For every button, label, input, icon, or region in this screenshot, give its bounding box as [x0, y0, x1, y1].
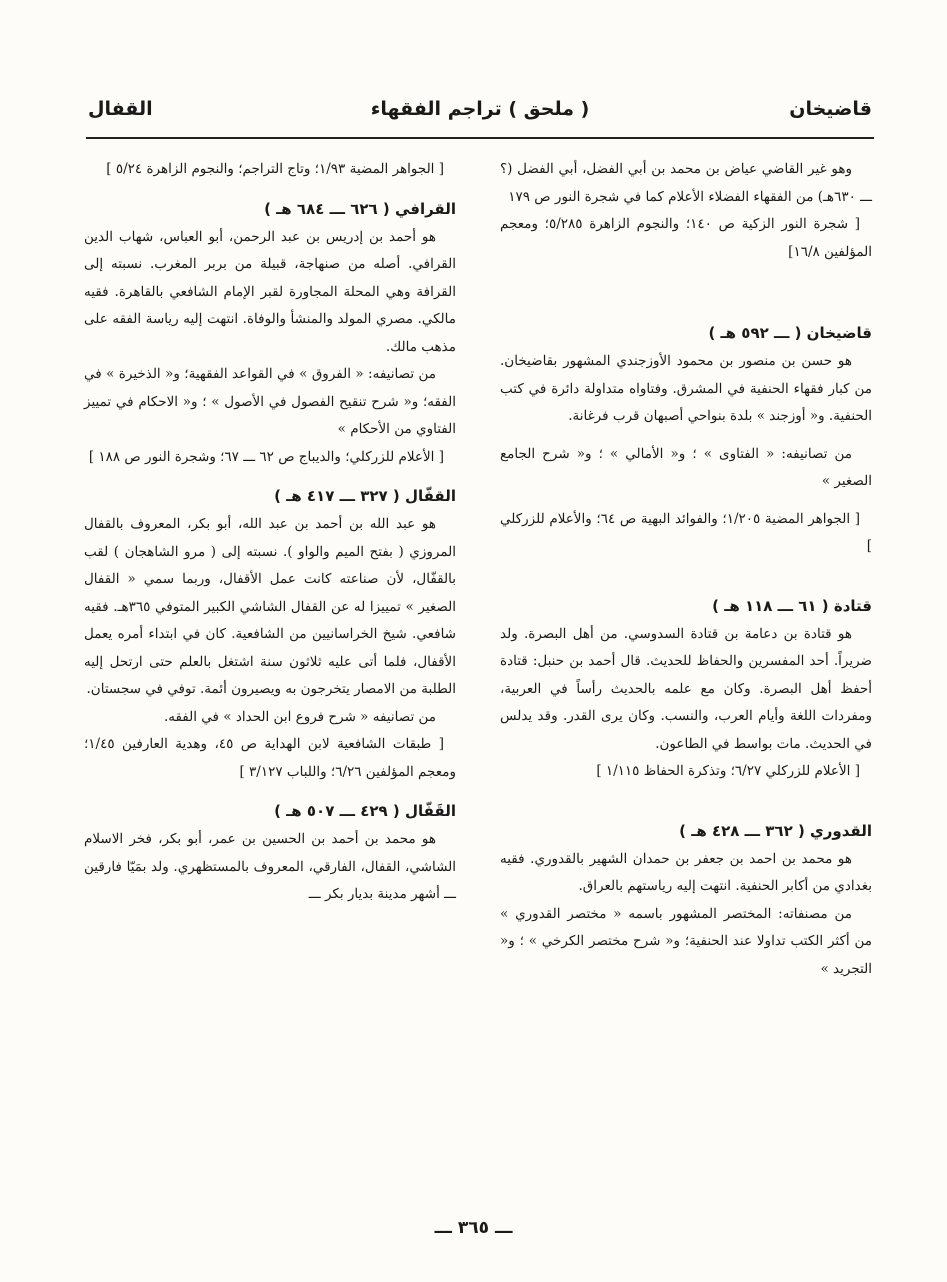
- spacer: [500, 561, 872, 591]
- entry-heading: القفّال ( ٣٢٧ ـــ ٤١٧ هـ ): [274, 487, 456, 505]
- references: [ الجواهر المضية ١/٢٠٥؛ والفوائد البهية ص ٦٤؛ والأعلام للزركلي ]: [500, 510, 872, 554]
- paragraph: هو قتادة بن دعامة بن قتادة السدوسي. من أهل البصرة. ولد ضريراً. أحد المفسرين والحفاظ للحديث. قال أحمد بن حنبل: قتادة أحفظ أهل البصرة. وكان مع علمه بالحديث رأساً في العربية، ومفردات اللغة وأيام العرب، والنسب. وكان يرى القدر. وقد يدلس في الحديث. مات بواسط في الطاعون.: [500, 625, 872, 752]
- entry-heading: القدوري ( ٣٦٢ ـــ ٤٢٨ هـ ): [679, 821, 872, 840]
- entry-heading: قاضيخان ( ـــ ٥٩٢ هـ ): [708, 324, 872, 342]
- paragraph: هو محمد بن أحمد بن الحسين بن عمر، أبو بكر، فخر الاسلام الشاشي، القفال، الفارقي، المعروف بالمستظهري. ولد بمَيّا فارقين ـــ أشهر مدينة بديار بكر ـــ: [84, 831, 456, 902]
- references: [ الأعلام للزركلي؛ والديباج ص ٦٢ ـــ ٦٧؛ وشجرة النور ص ١٨٨ ]: [88, 448, 444, 465]
- header-center-title: ( ملحق ) تراجم الفقهاء: [370, 98, 590, 120]
- spacer: [500, 496, 872, 506]
- references: [ الجواهر المضية ١/٩٣؛ وتاج التراجم؛ والنجوم الزاهرة ٥/٢٤ ]: [106, 161, 444, 177]
- paragraph: هو حسن بن منصور بن محمود الأوزجندي المشهور بقاضيخان. من كبار فقهاء الحنفية في المشرق. وفتاواه متداولة دائرة في كتب الحنفية. و« أوزجند » بلدة بنواحي أصبهان قرب فرغانة.: [500, 353, 872, 424]
- spacer: [84, 471, 456, 481]
- paragraph: وهو غير القاضي عياض بن محمد بن أبي الفضل، أبي الفضل (؟ ـــ ٦٣٠هـ) من الفقهاء الفضلاء الأعلام كما في شجرة النور ص ١٧٩: [500, 161, 872, 205]
- page-number: ـــ ٣٦٥ ـــ: [434, 1218, 513, 1238]
- header-right-keyword: قاضيخان: [789, 98, 872, 120]
- spacer: [500, 786, 872, 816]
- entry-heading: قتادة ( ٦١ ـــ ١١٨ هـ ): [712, 596, 872, 615]
- references: [ شجرة النور الزكية ص ١٤٠؛ والنجوم الزاهرة ٥/٢٨٥؛ ومعجم المؤلفين ١٦/٨]: [500, 216, 872, 260]
- header-rule: [86, 137, 874, 139]
- spacer: [500, 266, 872, 318]
- paragraph: من تصانيفه: « الفتاوى » ؛ و« الأمالي » ؛ و« شرح الجامع الصغير »: [500, 445, 872, 489]
- paragraph: من تصانيفه « شرح فروع ابن الحداد » في الفقه.: [163, 708, 436, 725]
- paragraph: من تصانيفه: « الفروق » في القواعد الفقهية؛ و« الذخيرة » في الفقه؛ و« شرح تنقيح الفصول في الأصول » ؛ و« الاحكام في تمييز الفتاوي من الأحكام »: [84, 366, 456, 437]
- running-header: [88, 98, 872, 132]
- header-left-keyword: القفال: [88, 98, 153, 120]
- paragraph: هو أحمد بن إدريس بن عبد الرحمن، أبو العباس، شهاب الدين القرافي. أصله من صنهاجة، قبيلة من بربر المغرب. نسبته إلى القرافة وهي المحلة المجاورة لقبر الإمام الشافعي بالقاهرة. فقيه مالكي. مصري المولد والمنشأ والوفاة. انتهت إليه رياسة الفقه على مذهب مالك.: [84, 228, 456, 355]
- spacer: [84, 184, 456, 194]
- entry-heading: القَفّال ( ٤٢٩ ـــ ٥٠٧ هـ ): [274, 802, 456, 820]
- left-column: [84, 156, 456, 909]
- spacer: [84, 786, 456, 796]
- paragraph: هو عبد الله بن أحمد بن عبد الله، أبو بكر، المعروف بالقفال المروزي ( بفتح الميم والواو ). نسبته إلى ( مرو الشاهجان ) لقب بالقفّال، لأن صناعته كانت عمل الأقفال، وربما سمي « القفال الصغير » تمييزا له عن القفال الشاشي الكبير المتوفي ٣٦٥هـ. فقيه شافعي. شيخ الخراسانيين من الشافعية. كان في ابتداء أمره يعمل الأقفال، فلما أتى عليه ثلاثون سنة اشتغل بالعلم حتى ارتحل إليه الطلبة من الامصار يتخرجون به ويصيرون أئمة. توفي في سجستان.: [84, 516, 456, 697]
- references: [ طبقات الشافعية لابن الهداية ص ٤٥، وهدية العارفين ١/٤٥؛ ومعجم المؤلفين ٦/٢٦؛ واللباب ٣/١٢٧ ]: [84, 736, 456, 780]
- entry-heading: القرافي ( ٦٢٦ ـــ ٦٨٤ هـ ): [264, 199, 456, 218]
- right-column: [500, 156, 872, 983]
- paragraph: من مصنفاته: المختصر المشهور باسمه « مختصر القدوري » من أكثر الكتب تداولا عند الحنفية؛ و« شرح مختصر الكرخي » ؛ و« التجريد »: [500, 905, 872, 977]
- spacer: [500, 431, 872, 441]
- paragraph: هو محمد بن احمد بن جعفر بن حمدان الشهير بالقدوري. فقيه بغدادي من أكابر الحنفية. انتهت إليه رياستهم بالعراق.: [500, 850, 872, 894]
- references: [ الأعلام للزركلي ٦/٢٧؛ وتذكرة الحفاظ ١/١١٥ ]: [596, 763, 860, 779]
